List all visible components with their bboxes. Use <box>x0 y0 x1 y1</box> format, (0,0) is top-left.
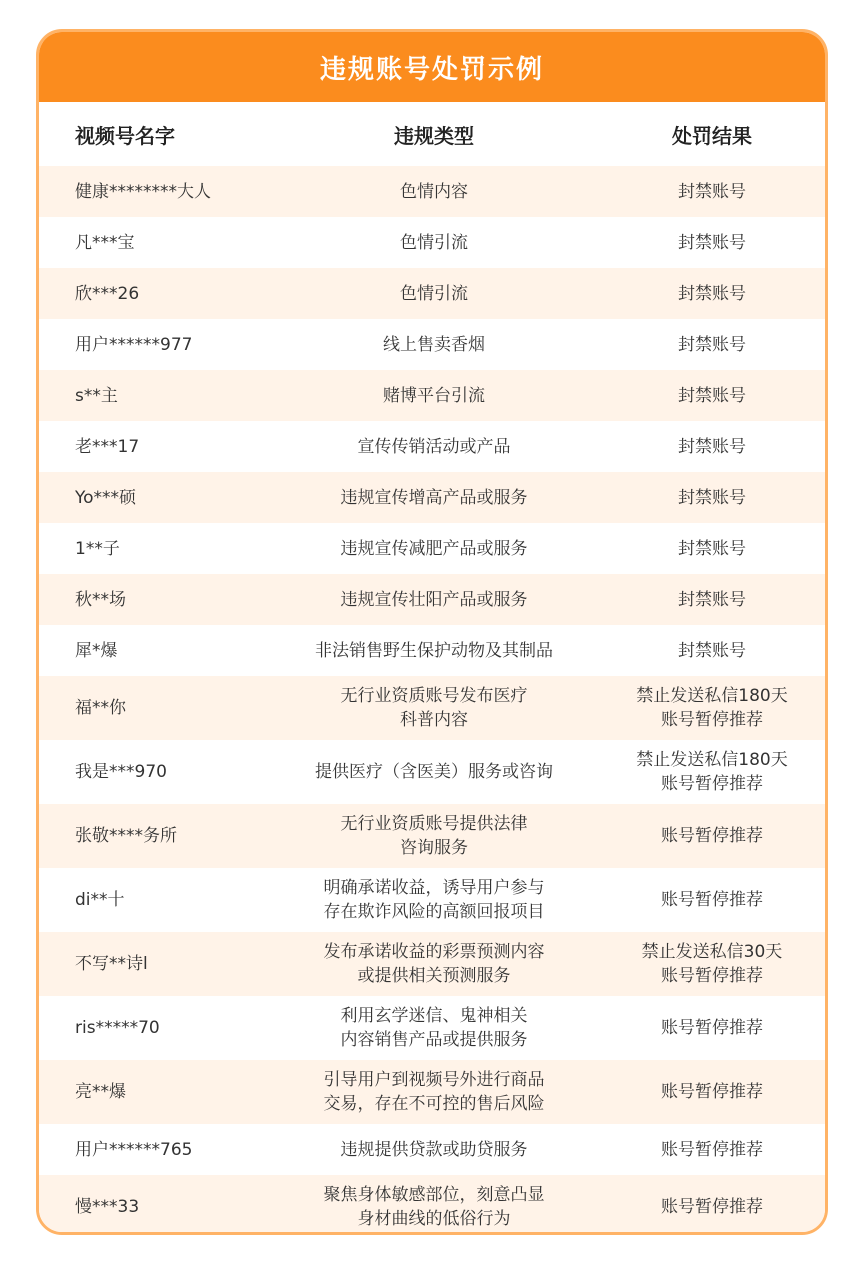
account-name: 福**你 <box>39 676 269 740</box>
table-row <box>39 804 825 868</box>
violation-type: 色情引流 <box>269 268 599 319</box>
table-row <box>39 523 825 574</box>
violation-type: 利用玄学迷信、鬼神相关 内容销售产品或提供服务 <box>269 996 599 1060</box>
page-title: 违规账号处罚示例 <box>319 54 544 85</box>
table-row <box>39 868 825 932</box>
table-row <box>39 319 825 370</box>
account-name: 用户******765 <box>39 1124 269 1175</box>
penalty-result: 账号暂停推荐 <box>599 996 825 1060</box>
violation-type: 无行业资质账号提供法律 咨询服务 <box>269 804 599 868</box>
violation-type: 提供医疗（含医美）服务或咨询 <box>269 740 599 804</box>
violation-type: 明确承诺收益，诱导用户参与 存在欺诈风险的高额回报项目 <box>269 868 599 932</box>
account-name: Yo***硕 <box>39 472 269 523</box>
penalty-result: 封禁账号 <box>599 625 825 676</box>
table-row <box>39 370 825 421</box>
penalty-result: 封禁账号 <box>599 421 825 472</box>
penalty-result: 禁止发送私信180天 账号暂停推荐 <box>599 740 825 804</box>
violation-type: 色情内容 <box>269 166 599 217</box>
account-name: 1**子 <box>39 523 269 574</box>
table-row <box>39 996 825 1060</box>
account-name: 犀*爆 <box>39 625 269 676</box>
header-type: 违规类型 <box>269 102 599 166</box>
table-row <box>39 166 825 217</box>
violation-type: 聚焦身体敏感部位，刻意凸显 身材曲线的低俗行为 <box>269 1175 599 1235</box>
account-name: 凡***宝 <box>39 217 269 268</box>
table-row <box>39 217 825 268</box>
penalty-result: 封禁账号 <box>599 523 825 574</box>
table-row <box>39 268 825 319</box>
violation-type: 赌博平台引流 <box>269 370 599 421</box>
violation-type: 违规宣传增高产品或服务 <box>269 472 599 523</box>
violation-type: 违规提供贷款或助贷服务 <box>269 1124 599 1175</box>
header-result: 处罚结果 <box>599 102 825 166</box>
account-name: s**主 <box>39 370 269 421</box>
table-row <box>39 472 825 523</box>
account-name: 我是***970 <box>39 740 269 804</box>
account-name: 健康********大人 <box>39 166 269 217</box>
table-row <box>39 421 825 472</box>
penalty-result: 封禁账号 <box>599 574 825 625</box>
penalty-result: 账号暂停推荐 <box>599 1175 825 1235</box>
title-bar <box>39 32 825 102</box>
account-name: 亮**爆 <box>39 1060 269 1124</box>
penalty-result: 禁止发送私信180天 账号暂停推荐 <box>599 676 825 740</box>
account-name: 欣***26 <box>39 268 269 319</box>
penalty-result: 账号暂停推荐 <box>599 868 825 932</box>
table-row <box>39 1175 825 1235</box>
account-name: 慢***33 <box>39 1175 269 1235</box>
table-row <box>39 625 825 676</box>
table-row <box>39 574 825 625</box>
violation-type: 宣传传销活动或产品 <box>269 421 599 472</box>
violation-type: 违规宣传壮阳产品或服务 <box>269 574 599 625</box>
account-name: ris*****70 <box>39 996 269 1060</box>
account-name: 老***17 <box>39 421 269 472</box>
violation-type: 非法销售野生保护动物及其制品 <box>269 625 599 676</box>
account-name: 张敬****务所 <box>39 804 269 868</box>
table-header-row <box>39 102 825 166</box>
penalty-result: 封禁账号 <box>599 217 825 268</box>
penalty-result: 账号暂停推荐 <box>599 804 825 868</box>
violation-type: 违规宣传减肥产品或服务 <box>269 523 599 574</box>
violation-type: 引导用户到视频号外进行商品 交易，存在不可控的售后风险 <box>269 1060 599 1124</box>
table-row <box>39 1060 825 1124</box>
violation-type: 无行业资质账号发布医疗 科普内容 <box>269 676 599 740</box>
violation-type: 发布承诺收益的彩票预测内容 或提供相关预测服务 <box>269 932 599 996</box>
penalty-result: 封禁账号 <box>599 166 825 217</box>
penalty-result: 封禁账号 <box>599 370 825 421</box>
violation-type: 线上售卖香烟 <box>269 319 599 370</box>
penalty-result: 封禁账号 <box>599 319 825 370</box>
account-name: di**十 <box>39 868 269 932</box>
penalty-result: 封禁账号 <box>599 268 825 319</box>
table-row <box>39 740 825 804</box>
penalty-table <box>39 102 825 1235</box>
account-name: 不写**诗l <box>39 932 269 996</box>
table-row <box>39 1124 825 1175</box>
table-row <box>39 676 825 740</box>
penalty-result: 封禁账号 <box>599 472 825 523</box>
violation-type: 色情引流 <box>269 217 599 268</box>
penalty-result: 账号暂停推荐 <box>599 1124 825 1175</box>
penalty-card <box>36 29 828 1235</box>
table-row <box>39 932 825 996</box>
account-name: 秋**场 <box>39 574 269 625</box>
header-name: 视频号名字 <box>39 102 269 166</box>
penalty-result: 账号暂停推荐 <box>599 1060 825 1124</box>
penalty-result: 禁止发送私信30天 账号暂停推荐 <box>599 932 825 996</box>
account-name: 用户******977 <box>39 319 269 370</box>
